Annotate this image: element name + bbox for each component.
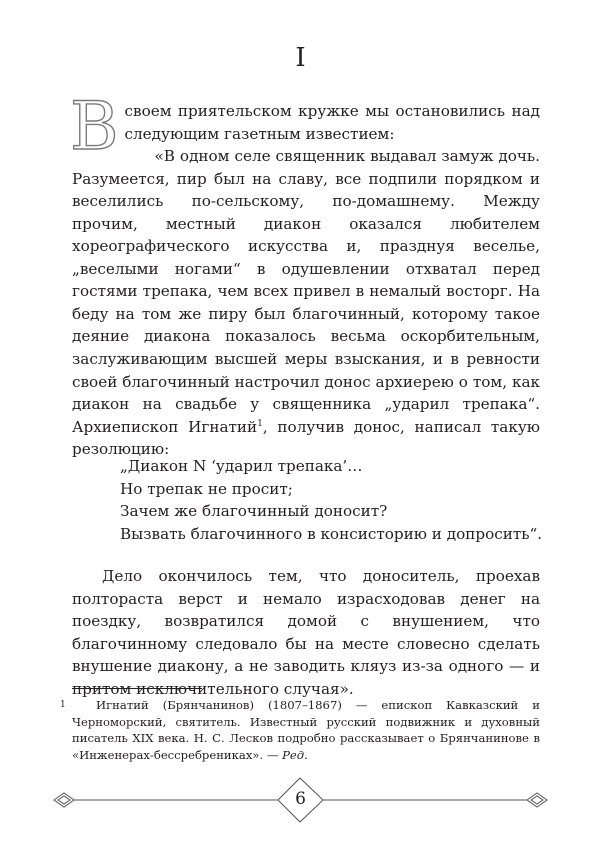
paragraph-2 [72, 145, 540, 461]
chapter-number: I [295, 43, 306, 73]
poem-quote [120, 455, 543, 545]
poem-line: „Диакон N ‘ударил трепака’… [120, 457, 363, 475]
drop-cap: В [70, 88, 119, 165]
footnote-divider [72, 688, 202, 689]
paragraph-1: своем приятельском кружке мы остановились над следующим газетным известием: [124, 102, 540, 143]
poem-line: Но трепак не просит; [120, 479, 293, 498]
page-number: 6 [295, 789, 306, 809]
footnote-text: Игнатий (Брянчанинов) (1807–1867) — епископ Кавказский и Черноморский, святитель. Известный русский подвижник и духовный писатель XIX века. Н. С. Лесков подробно рассказывает о Брянчанинове в «Инженерах-бессребрениках». — [72, 698, 540, 762]
footnote [60, 697, 540, 763]
paragraph-2-part-b: , получив донос, написал такую резолюцию: [72, 417, 540, 459]
footnote-ref[interactable]: 1 [257, 418, 263, 429]
paragraph-2-part-a: «В одном селе священник выдавал замуж дочь. Разумеется, пир был на славу, все подпили порядком и веселились по-сельскому, по-домашнему. Между прочим, местный диакон оказался любителем хореографического искусства и, празднуя веселье, „веселыми ногами“ в одушевлении отхватал перед гостями трепака, чем всех привел в немалый восторг. На беду на том же пиру был благочинный, которому такое деяние диакона показалось весьма оскорбительным, заслуживающим высшей меры взыскания, и в ревности своей благочинный настрочил донос архиерею о том, как диакон на свадьбе у священника „ударил трепака“. Архиепископ Игнатий [72, 147, 540, 436]
paragraph-3: Дело окончилось тем, что доноситель, проехав полтораста верст и немало израсходовав денег на поездку, возвратился домой с внушением, что благочинному следовало бы на месте словесно сделать внушение диакону, а не заводить кляуз из-за одного — и притом исключительного случая». [72, 567, 540, 698]
main-text [70, 88, 540, 461]
footnote-editor: Ред. [282, 747, 308, 762]
poem-line: Вызвать благочинного в консисторию и допросить“. [120, 524, 543, 543]
poem-line: Зачем же благочинный доносит? [120, 502, 388, 520]
footnote-mark: 1 [60, 700, 66, 710]
